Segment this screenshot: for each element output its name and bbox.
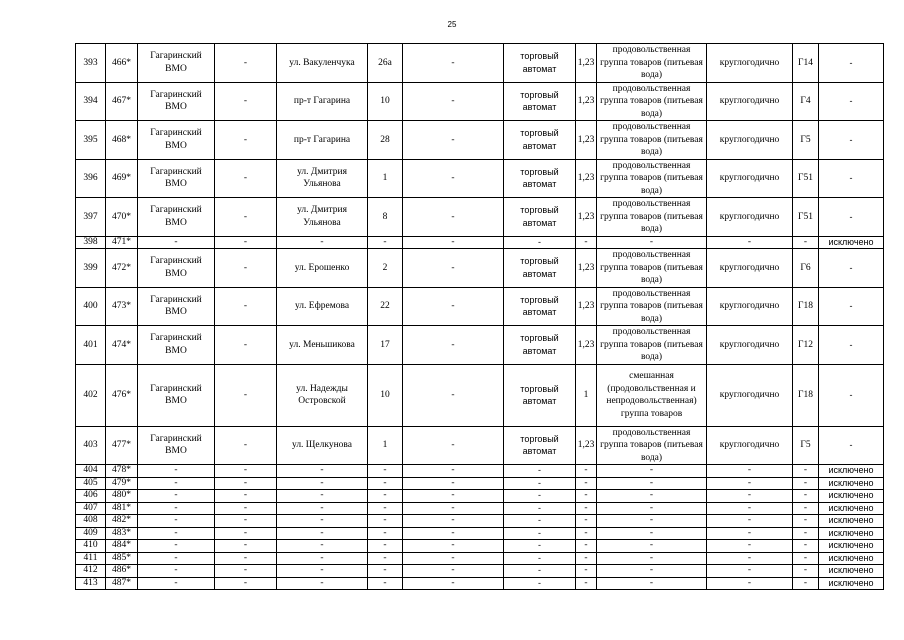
district-cell: Гагаринский ВМО — [138, 364, 215, 426]
street-cell: - — [277, 477, 368, 490]
row-number-cell: 405 — [76, 477, 106, 490]
object-code-cell: 469* — [106, 159, 138, 198]
zone-cell: - — [793, 515, 819, 528]
object-type-cell: торговый автомат — [504, 44, 576, 83]
district-cell: - — [138, 577, 215, 590]
street-cell: - — [277, 565, 368, 578]
house-number-cell: - — [368, 527, 403, 540]
street-cell: - — [277, 527, 368, 540]
object-type-cell: - — [504, 577, 576, 590]
goods-group-cell: продовольственная группа товаров (питьевая вода) — [597, 426, 707, 465]
street-cell: ул. Ерошенко — [277, 249, 368, 288]
object-code-cell: 467* — [106, 82, 138, 121]
column-4-cell: - — [215, 502, 277, 515]
note-cell: - — [819, 249, 884, 288]
row-number-cell: 406 — [76, 490, 106, 503]
period-cell: круглогодично — [707, 364, 793, 426]
house-number-cell: 26а — [368, 44, 403, 83]
goods-group-cell: - — [597, 577, 707, 590]
district-cell: - — [138, 515, 215, 528]
street-cell: пр-т Гагарина — [277, 82, 368, 121]
area-cell: - — [576, 577, 597, 590]
column-4-cell: - — [215, 326, 277, 365]
street-cell: ул. Щелкунова — [277, 426, 368, 465]
district-cell: Гагаринский ВМО — [138, 198, 215, 237]
column-4-cell: - — [215, 515, 277, 528]
column-4-cell: - — [215, 198, 277, 237]
period-cell: - — [707, 527, 793, 540]
object-code-cell: 466* — [106, 44, 138, 83]
goods-group-cell: продовольственная группа товаров (питьевая вода) — [597, 159, 707, 198]
house-number-cell: - — [368, 577, 403, 590]
area-cell: - — [576, 465, 597, 478]
area-cell: - — [576, 490, 597, 503]
zone-cell: Г51 — [793, 198, 819, 237]
object-code-cell: 487* — [106, 577, 138, 590]
house-number-cell: 2 — [368, 249, 403, 288]
period-cell: - — [707, 565, 793, 578]
house-number-cell: 8 — [368, 198, 403, 237]
note-cell: исключено — [819, 477, 884, 490]
table-row — [76, 565, 884, 578]
house-number-cell: - — [368, 465, 403, 478]
district-cell: - — [138, 465, 215, 478]
table-row — [76, 249, 884, 288]
column-7-cell: - — [403, 121, 504, 160]
column-4-cell: - — [215, 236, 277, 249]
column-7-cell: - — [403, 527, 504, 540]
house-number-cell: 22 — [368, 287, 403, 326]
object-code-cell: 468* — [106, 121, 138, 160]
area-cell: 1,23 — [576, 426, 597, 465]
object-code-cell: 471* — [106, 236, 138, 249]
period-cell: - — [707, 552, 793, 565]
column-4-cell: - — [215, 364, 277, 426]
house-number-cell: - — [368, 490, 403, 503]
column-7-cell: - — [403, 565, 504, 578]
note-cell: - — [819, 82, 884, 121]
object-type-cell: - — [504, 565, 576, 578]
column-4-cell: - — [215, 552, 277, 565]
object-type-cell: - — [504, 465, 576, 478]
period-cell: - — [707, 477, 793, 490]
area-cell: 1,23 — [576, 121, 597, 160]
column-7-cell: - — [403, 159, 504, 198]
object-type-cell: торговый автомат — [504, 121, 576, 160]
area-cell: - — [576, 565, 597, 578]
table-row — [76, 540, 884, 553]
object-code-cell: 470* — [106, 198, 138, 237]
district-cell: Гагаринский ВМО — [138, 249, 215, 288]
goods-group-cell: - — [597, 540, 707, 553]
table-row — [76, 159, 884, 198]
column-4-cell: - — [215, 159, 277, 198]
table-row — [76, 552, 884, 565]
house-number-cell: 1 — [368, 159, 403, 198]
zone-cell: Г18 — [793, 364, 819, 426]
house-number-cell: - — [368, 236, 403, 249]
district-cell: Гагаринский ВМО — [138, 44, 215, 83]
column-7-cell: - — [403, 515, 504, 528]
district-cell: Гагаринский ВМО — [138, 82, 215, 121]
note-cell: исключено — [819, 490, 884, 503]
area-cell: 1,23 — [576, 326, 597, 365]
goods-group-cell: продовольственная группа товаров (питьевая вода) — [597, 287, 707, 326]
object-code-cell: 486* — [106, 565, 138, 578]
column-4-cell: - — [215, 44, 277, 83]
street-cell: - — [277, 490, 368, 503]
house-number-cell: - — [368, 565, 403, 578]
zone-cell: - — [793, 565, 819, 578]
row-number-cell: 408 — [76, 515, 106, 528]
district-cell: Гагаринский ВМО — [138, 426, 215, 465]
table-row — [76, 477, 884, 490]
area-cell: 1,23 — [576, 198, 597, 237]
zone-cell: - — [793, 552, 819, 565]
note-cell: исключено — [819, 236, 884, 249]
zone-cell: - — [793, 477, 819, 490]
district-cell: - — [138, 540, 215, 553]
street-cell: - — [277, 552, 368, 565]
zone-cell: - — [793, 236, 819, 249]
zone-cell: - — [793, 502, 819, 515]
goods-group-cell: - — [597, 552, 707, 565]
goods-group-cell: - — [597, 502, 707, 515]
street-cell: - — [277, 465, 368, 478]
row-number-cell: 403 — [76, 426, 106, 465]
note-cell: - — [819, 426, 884, 465]
area-cell: - — [576, 515, 597, 528]
note-cell: - — [819, 159, 884, 198]
period-cell: - — [707, 465, 793, 478]
object-code-cell: 484* — [106, 540, 138, 553]
period-cell: круглогодично — [707, 82, 793, 121]
street-cell: ул. Дмитрия Ульянова — [277, 159, 368, 198]
district-cell: - — [138, 565, 215, 578]
district-cell: Гагаринский ВМО — [138, 121, 215, 160]
zone-cell: Г4 — [793, 82, 819, 121]
street-cell: - — [277, 236, 368, 249]
object-code-cell: 476* — [106, 364, 138, 426]
district-cell: - — [138, 552, 215, 565]
street-cell: - — [277, 515, 368, 528]
object-type-cell: - — [504, 236, 576, 249]
zone-cell: - — [793, 577, 819, 590]
note-cell: исключено — [819, 465, 884, 478]
object-type-cell: торговый автомат — [504, 249, 576, 288]
note-cell: исключено — [819, 527, 884, 540]
zone-cell: - — [793, 465, 819, 478]
column-7-cell: - — [403, 198, 504, 237]
table-row — [76, 236, 884, 249]
object-type-cell: торговый автомат — [504, 287, 576, 326]
district-cell: - — [138, 527, 215, 540]
area-cell: - — [576, 540, 597, 553]
house-number-cell: - — [368, 540, 403, 553]
row-number-cell: 399 — [76, 249, 106, 288]
period-cell: круглогодично — [707, 44, 793, 83]
period-cell: круглогодично — [707, 249, 793, 288]
goods-group-cell: - — [597, 477, 707, 490]
zone-cell: Г5 — [793, 121, 819, 160]
note-cell: исключено — [819, 515, 884, 528]
table-row — [76, 502, 884, 515]
note-cell: - — [819, 44, 884, 83]
street-cell: - — [277, 540, 368, 553]
object-code-cell: 483* — [106, 527, 138, 540]
object-code-cell: 482* — [106, 515, 138, 528]
house-number-cell: 10 — [368, 364, 403, 426]
row-number-cell: 402 — [76, 364, 106, 426]
column-4-cell: - — [215, 426, 277, 465]
object-code-cell: 479* — [106, 477, 138, 490]
row-number-cell: 397 — [76, 198, 106, 237]
column-7-cell: - — [403, 82, 504, 121]
column-4-cell: - — [215, 121, 277, 160]
object-code-cell: 477* — [106, 426, 138, 465]
note-cell: - — [819, 287, 884, 326]
table-row — [76, 198, 884, 237]
area-cell: - — [576, 502, 597, 515]
area-cell: 1,23 — [576, 249, 597, 288]
object-type-cell: - — [504, 502, 576, 515]
note-cell: - — [819, 121, 884, 160]
column-7-cell: - — [403, 502, 504, 515]
goods-group-cell: продовольственная группа товаров (питьевая вода) — [597, 198, 707, 237]
row-number-cell: 407 — [76, 502, 106, 515]
column-4-cell: - — [215, 577, 277, 590]
object-type-cell: торговый автомат — [504, 159, 576, 198]
goods-group-cell: - — [597, 527, 707, 540]
object-type-cell: торговый автомат — [504, 364, 576, 426]
object-type-cell: торговый автомат — [504, 426, 576, 465]
area-cell: - — [576, 477, 597, 490]
period-cell: круглогодично — [707, 426, 793, 465]
object-code-cell: 480* — [106, 490, 138, 503]
goods-group-cell: - — [597, 490, 707, 503]
table-row — [76, 527, 884, 540]
column-4-cell: - — [215, 540, 277, 553]
table-row — [76, 82, 884, 121]
goods-group-cell: продовольственная группа товаров (питьевая вода) — [597, 44, 707, 83]
note-cell: исключено — [819, 552, 884, 565]
goods-group-cell: - — [597, 515, 707, 528]
object-code-cell: 481* — [106, 502, 138, 515]
house-number-cell: - — [368, 502, 403, 515]
period-cell: - — [707, 540, 793, 553]
zone-cell: Г12 — [793, 326, 819, 365]
table-row — [76, 465, 884, 478]
district-cell: - — [138, 502, 215, 515]
house-number-cell: 1 — [368, 426, 403, 465]
goods-group-cell: - — [597, 236, 707, 249]
column-7-cell: - — [403, 540, 504, 553]
row-number-cell: 404 — [76, 465, 106, 478]
column-4-cell: - — [215, 565, 277, 578]
zone-cell: Г14 — [793, 44, 819, 83]
column-7-cell: - — [403, 287, 504, 326]
street-cell: ул. Дмитрия Ульянова — [277, 198, 368, 237]
column-4-cell: - — [215, 465, 277, 478]
column-4-cell: - — [215, 287, 277, 326]
column-7-cell: - — [403, 426, 504, 465]
note-cell: исключено — [819, 540, 884, 553]
district-cell: Гагаринский ВМО — [138, 287, 215, 326]
column-7-cell: - — [403, 477, 504, 490]
note-cell: - — [819, 198, 884, 237]
goods-group-cell: продовольственная группа товаров (питьевая вода) — [597, 121, 707, 160]
object-code-cell: 474* — [106, 326, 138, 365]
object-type-cell: - — [504, 477, 576, 490]
goods-group-cell: - — [597, 565, 707, 578]
note-cell: исключено — [819, 502, 884, 515]
street-cell: ул. Надежды Островской — [277, 364, 368, 426]
object-type-cell: - — [504, 552, 576, 565]
table-body — [76, 44, 884, 590]
column-7-cell: - — [403, 364, 504, 426]
object-code-cell: 485* — [106, 552, 138, 565]
registry-table — [75, 43, 884, 590]
table-row — [76, 287, 884, 326]
period-cell: круглогодично — [707, 159, 793, 198]
zone-cell: - — [793, 490, 819, 503]
object-code-cell: 473* — [106, 287, 138, 326]
column-7-cell: - — [403, 577, 504, 590]
column-7-cell: - — [403, 44, 504, 83]
street-cell: пр-т Гагарина — [277, 121, 368, 160]
zone-cell: Г51 — [793, 159, 819, 198]
object-type-cell: торговый автомат — [504, 326, 576, 365]
district-cell: - — [138, 477, 215, 490]
period-cell: - — [707, 515, 793, 528]
zone-cell: Г6 — [793, 249, 819, 288]
row-number-cell: 394 — [76, 82, 106, 121]
object-type-cell: - — [504, 515, 576, 528]
object-type-cell: - — [504, 527, 576, 540]
note-cell: исключено — [819, 565, 884, 578]
table-row — [76, 490, 884, 503]
area-cell: 1,23 — [576, 44, 597, 83]
note-cell: - — [819, 326, 884, 365]
row-number-cell: 401 — [76, 326, 106, 365]
area-cell: 1,23 — [576, 159, 597, 198]
table-row — [76, 515, 884, 528]
row-number-cell: 395 — [76, 121, 106, 160]
column-4-cell: - — [215, 82, 277, 121]
goods-group-cell: продовольственная группа товаров (питьевая вода) — [597, 82, 707, 121]
area-cell: - — [576, 552, 597, 565]
house-number-cell: - — [368, 477, 403, 490]
row-number-cell: 400 — [76, 287, 106, 326]
house-number-cell: - — [368, 552, 403, 565]
house-number-cell: 17 — [368, 326, 403, 365]
period-cell: - — [707, 490, 793, 503]
table-row — [76, 426, 884, 465]
period-cell: круглогодично — [707, 198, 793, 237]
table-row — [76, 326, 884, 365]
area-cell: - — [576, 236, 597, 249]
column-4-cell: - — [215, 249, 277, 288]
object-code-cell: 478* — [106, 465, 138, 478]
area-cell: 1,23 — [576, 82, 597, 121]
district-cell: Гагаринский ВМО — [138, 326, 215, 365]
house-number-cell: 10 — [368, 82, 403, 121]
area-cell: - — [576, 527, 597, 540]
object-code-cell: 472* — [106, 249, 138, 288]
object-type-cell: торговый автомат — [504, 198, 576, 237]
zone-cell: - — [793, 527, 819, 540]
goods-group-cell: смешанная (продовольственная и непродовольственная) группа товаров — [597, 364, 707, 426]
period-cell: - — [707, 502, 793, 515]
period-cell: круглогодично — [707, 287, 793, 326]
area-cell: 1 — [576, 364, 597, 426]
object-type-cell: - — [504, 490, 576, 503]
district-cell: Гагаринский ВМО — [138, 159, 215, 198]
note-cell: - — [819, 364, 884, 426]
street-cell: ул. Ефремова — [277, 287, 368, 326]
zone-cell: - — [793, 540, 819, 553]
object-type-cell: торговый автомат — [504, 82, 576, 121]
district-cell: - — [138, 236, 215, 249]
column-4-cell: - — [215, 477, 277, 490]
row-number-cell: 410 — [76, 540, 106, 553]
note-cell: исключено — [819, 577, 884, 590]
street-cell: - — [277, 502, 368, 515]
column-7-cell: - — [403, 326, 504, 365]
column-7-cell: - — [403, 490, 504, 503]
area-cell: 1,23 — [576, 287, 597, 326]
column-4-cell: - — [215, 527, 277, 540]
zone-cell: Г18 — [793, 287, 819, 326]
table-row — [76, 44, 884, 83]
street-cell: ул. Меньшикова — [277, 326, 368, 365]
row-number-cell: 411 — [76, 552, 106, 565]
house-number-cell: - — [368, 515, 403, 528]
object-type-cell: - — [504, 540, 576, 553]
column-4-cell: - — [215, 490, 277, 503]
table-row — [76, 577, 884, 590]
period-cell: круглогодично — [707, 121, 793, 160]
district-cell: - — [138, 490, 215, 503]
row-number-cell: 396 — [76, 159, 106, 198]
period-cell: - — [707, 236, 793, 249]
column-7-cell: - — [403, 552, 504, 565]
table-row — [76, 364, 884, 426]
table-row — [76, 121, 884, 160]
zone-cell: Г5 — [793, 426, 819, 465]
row-number-cell: 409 — [76, 527, 106, 540]
goods-group-cell: - — [597, 465, 707, 478]
goods-group-cell: продовольственная группа товаров (питьевая вода) — [597, 249, 707, 288]
street-cell: - — [277, 577, 368, 590]
street-cell: ул. Вакуленчука — [277, 44, 368, 83]
row-number-cell: 412 — [76, 565, 106, 578]
period-cell: круглогодично — [707, 326, 793, 365]
row-number-cell: 398 — [76, 236, 106, 249]
column-7-cell: - — [403, 236, 504, 249]
goods-group-cell: продовольственная группа товаров (питьевая вода) — [597, 326, 707, 365]
row-number-cell: 413 — [76, 577, 106, 590]
column-7-cell: - — [403, 465, 504, 478]
column-7-cell: - — [403, 249, 504, 288]
row-number-cell: 393 — [76, 44, 106, 83]
house-number-cell: 28 — [368, 121, 403, 160]
page-number: 25 — [447, 20, 457, 29]
period-cell: - — [707, 577, 793, 590]
